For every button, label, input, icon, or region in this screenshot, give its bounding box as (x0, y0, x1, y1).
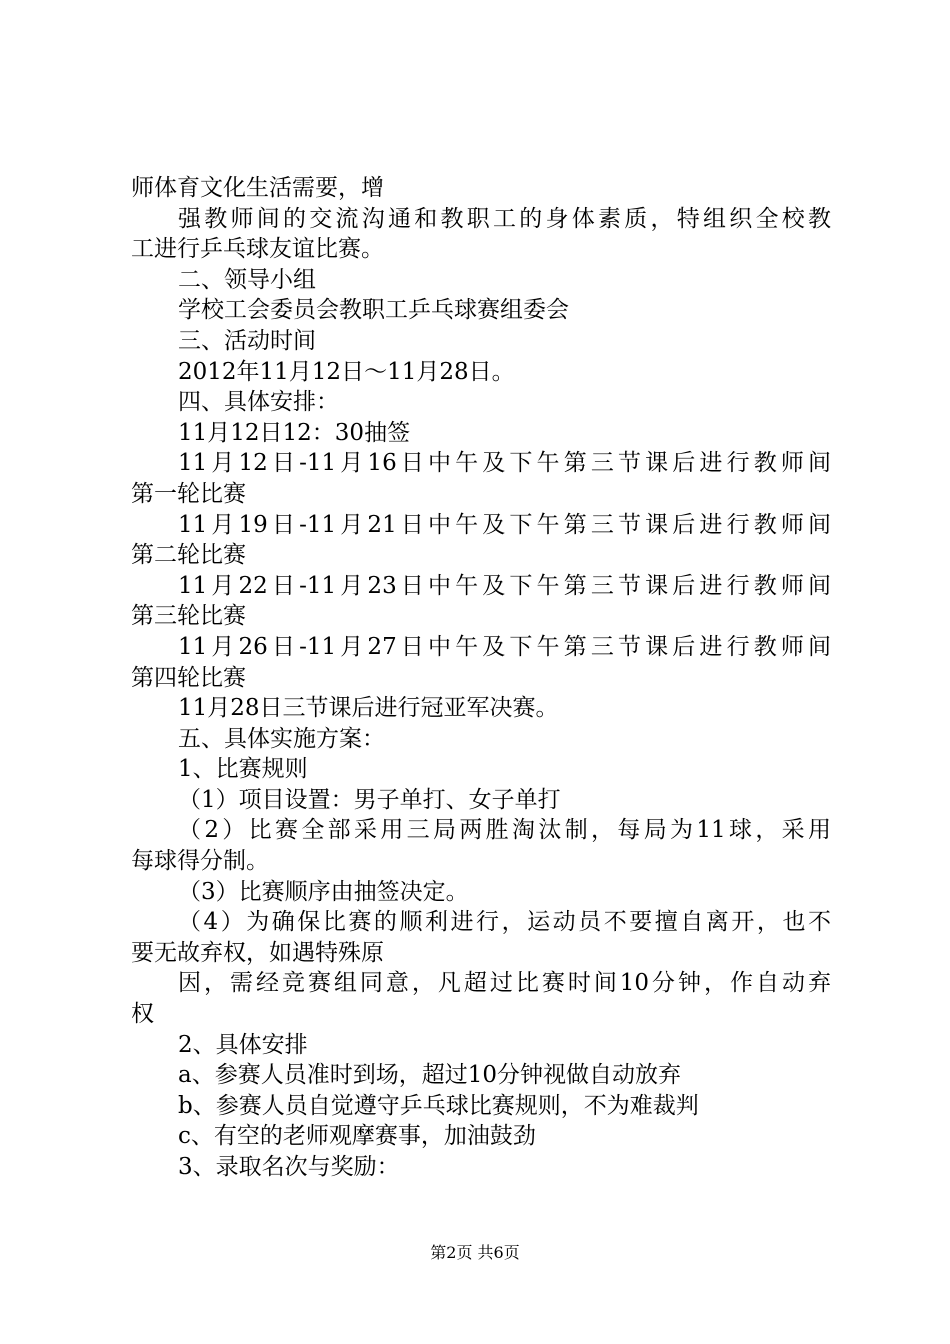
text-line: 师体育文化生活需要，增 (131, 175, 384, 201)
text-line: 五、具体实施方案： (178, 725, 385, 752)
text-line: 11月12日-11月16日中午及下午第三节课后进行教师间 (178, 450, 831, 477)
document-body (131, 173, 831, 1183)
text-line: （2）比赛全部采用三局两胜淘汰制，每局为11球，采用 (178, 817, 831, 844)
text-line: 第四轮比赛 (131, 664, 246, 691)
text-line: c、有空的老师观摩赛事，加油鼓劲 (178, 1123, 536, 1150)
text-line: 三、活动时间 (178, 327, 316, 354)
text-line: （3）比赛顺序由抽签决定。 (178, 878, 469, 905)
text-line: （1）项目设置：男子单打、女子单打 (178, 786, 561, 813)
text-line: b、参赛人员自觉遵守乒乓球比赛规则，不为难裁判 (178, 1092, 699, 1119)
text-line: 1、比赛规则 (178, 756, 308, 783)
text-line: 二、领导小组 (178, 266, 316, 293)
page-footer: 第2页 共6页 (430, 1243, 520, 1262)
text-line: 每球得分制。 (131, 848, 269, 875)
text-line: 强教师间的交流沟通和教职工的身体素质，特组织全校教 (178, 205, 831, 232)
text-line: 工进行乒乓球友谊比赛。 (131, 236, 384, 263)
text-line: （4）为确保比赛的顺利进行，运动员不要擅自离开，也不 (178, 909, 831, 936)
text-line: 第二轮比赛 (131, 542, 246, 569)
text-line: 11月28日三节课后进行冠亚军决赛。 (178, 695, 559, 722)
text-line: 第三轮比赛 (131, 603, 246, 630)
text-line: 2、具体安排 (178, 1031, 308, 1058)
text-line: 11月22日-11月23日中午及下午第三节课后进行教师间 (178, 572, 831, 599)
text-line: 11月26日-11月27日中午及下午第三节课后进行教师间 (178, 633, 831, 660)
text-line: 权 (131, 1001, 154, 1028)
text-line: 第一轮比赛 (131, 480, 246, 507)
text-line: 因，需经竞赛组同意，凡超过比赛时间10分钟，作自动弃 (178, 970, 831, 997)
text-line: 11月19日-11月21日中午及下午第三节课后进行教师间 (178, 511, 831, 538)
text-line: 要无故弃权，如遇特殊原 (131, 939, 384, 966)
text-line: 2012年11月12日～11月28日。 (178, 358, 515, 385)
text-line: 学校工会委员会教职工乒乓球赛组委会 (178, 297, 569, 324)
text-line: 四、具体安排： (178, 389, 339, 416)
text-line: a、参赛人员准时到场，超过10分钟视做自动放弃 (178, 1062, 681, 1089)
text-line: 3、录取名次与奖励： (178, 1154, 400, 1180)
text-line: 11月12日12：30抽签 (178, 419, 411, 446)
